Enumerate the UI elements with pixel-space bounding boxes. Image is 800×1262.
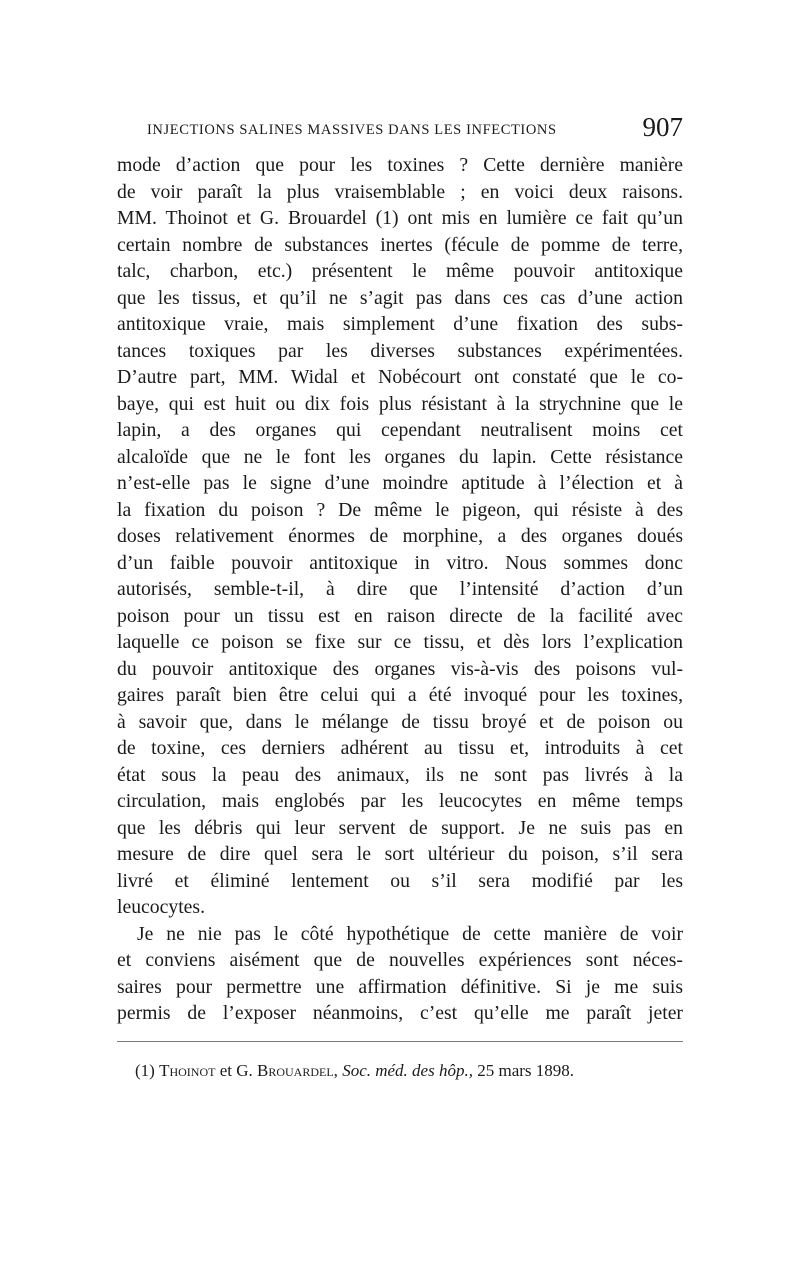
text-line: talc, charbon, etc.) présentent le même pouvoir antitoxique [117, 260, 683, 282]
text-line: la fixation du poison ? De même le pigeon, qui résiste à des [117, 498, 683, 521]
running-title: INJECTIONS SALINES MASSIVES DANS LES INFECTIONS [147, 122, 557, 138]
text-line: gaires paraît bien être celui qui a été invoqué pour les toxines, [117, 684, 683, 706]
text-line: mesure de dire quel sera le sort ultérieur du poison, s’il sera [117, 843, 683, 865]
text-line: D’autre part, MM. Widal et Nobécourt ont constaté que le co- [117, 366, 683, 388]
text-line: baye, qui est huit ou dix fois plus résistant à la strychnine que le [117, 392, 683, 415]
text-line: saires pour permettre une affirmation définitive. Si je me suis [117, 975, 683, 998]
footnote-marker: (1) [135, 1060, 155, 1080]
text-line: et conviens aisément que de nouvelles expériences sont néces- [117, 949, 683, 971]
text-line: certain nombre de substances inertes (fécule de pomme de terre, [117, 233, 683, 256]
text-line: n’est-elle pas le signe d’une moindre aptitude à l’élection et à [117, 472, 683, 494]
text-line: du pouvoir antitoxique des organes vis-à-vis des poisons vul- [117, 657, 683, 680]
footnote-conjunction: et [219, 1060, 232, 1080]
text-line: MM. Thoinot et G. Brouardel (1) ont mis en lumière ce fait qu’un [117, 207, 683, 229]
text-line: Je ne nie pas le côté hypothétique de cette manière de voir [137, 922, 683, 945]
text-line: de voir paraît la plus vraisemblable ; en voici deux raisons. [117, 180, 683, 203]
book-page [117, 112, 683, 1082]
text-line: alcaloïde que ne le font les organes du lapin. Cette résistance [117, 445, 683, 468]
text-line: mode d’action que pour les toxines ? Cette dernière manière [117, 154, 683, 176]
text-line: poison pour un tissu est en raison directe de la facilité avec [117, 604, 683, 627]
text-line: laquelle ce poison se fixe sur ce tissu, et dès lors l’explication [117, 631, 683, 653]
text-line: que les tissus, et qu’il ne s’agit pas dans ces cas d’une action [117, 286, 683, 309]
text-line: d’un faible pouvoir antitoxique in vitro. Nous sommes donc [117, 551, 683, 574]
text-line: doses relativement énormes de morphine, a des organes doués [117, 525, 683, 547]
footnote-rule [117, 1041, 683, 1042]
text-line: permis de l’exposer néanmoins, c’est qu’elle me paraît jeter [117, 1002, 683, 1024]
text-line: leucocytes. [117, 896, 206, 918]
footnote [117, 1060, 683, 1082]
footnote-author: Thoinot [159, 1060, 216, 1080]
text-line: à savoir que, dans le mélange de tissu broyé et de poison ou [117, 710, 683, 733]
text-line: antitoxique vraie, mais simplement d’une fixation des subs- [117, 313, 683, 335]
body-text [117, 152, 683, 1027]
footnote-author: G. Brouardel, [236, 1060, 338, 1080]
text-line: lapin, a des organes qui cependant neutralisent moins cet [117, 419, 683, 441]
text-line: autorisés, semble-t-il, à dire que l’intensité d’action d’un [117, 578, 683, 600]
text-line: circulation, mais englobés par les leucocytes en même temps [117, 790, 683, 812]
text-line: tances toxiques par les diverses substances expérimentées. [117, 339, 683, 362]
text-line: état sous la peau des animaux, ils ne sont pas livrés à la [117, 763, 683, 786]
text-line: que les débris qui leur servent de support. Je ne suis pas en [117, 816, 683, 839]
running-head [117, 112, 683, 148]
text-line: livré et éliminé lentement ou s’il sera modifié par les [117, 869, 683, 892]
footnote-date: 25 mars 1898. [477, 1060, 575, 1080]
footnote-journal: Soc. méd. des hôp., [342, 1060, 473, 1080]
text-line: de toxine, ces derniers adhérent au tissu et, introduits à cet [117, 737, 683, 759]
page-number: 907 [642, 112, 683, 142]
